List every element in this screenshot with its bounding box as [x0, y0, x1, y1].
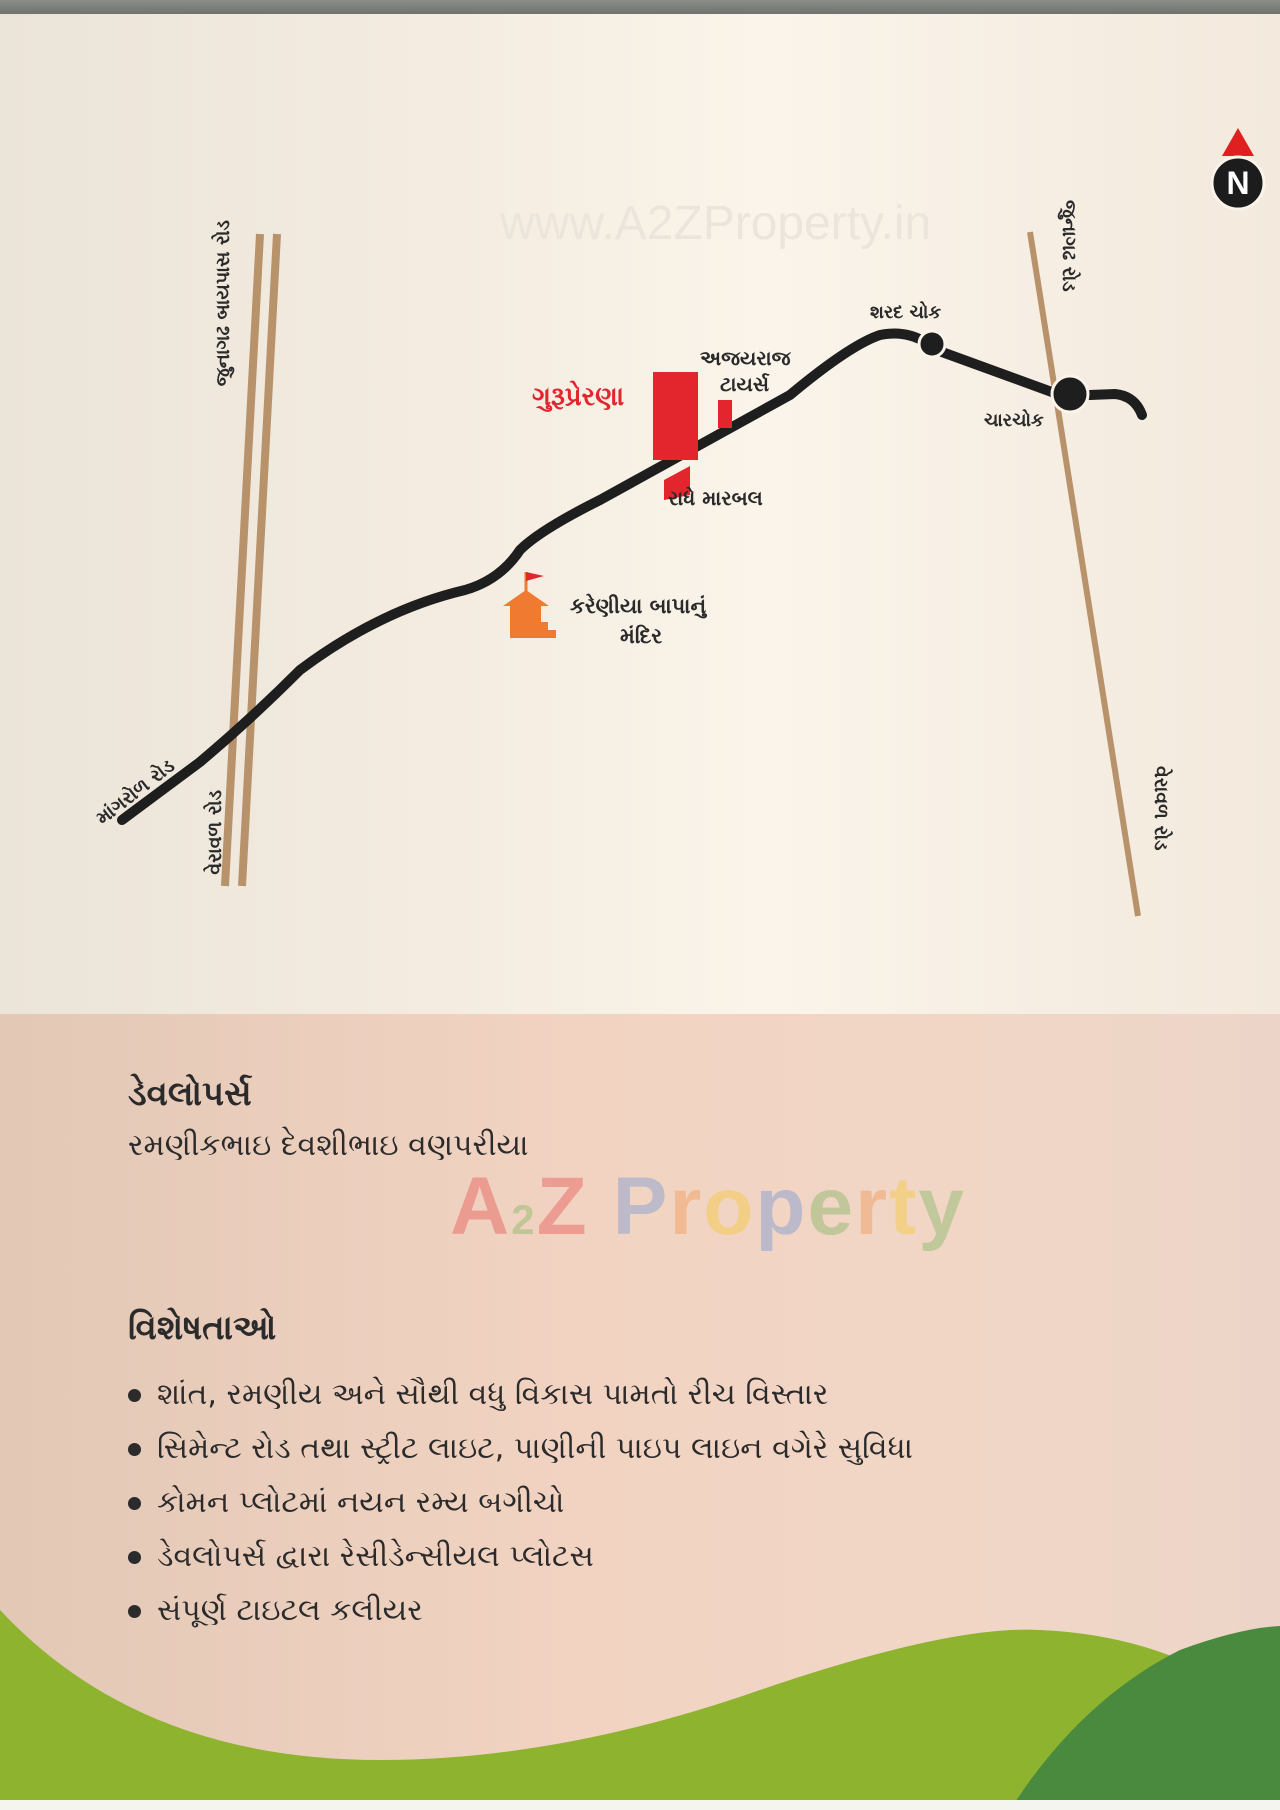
label-temple-line2: મંદિર	[620, 624, 663, 648]
label-char-chowk: ચારચોક	[984, 410, 1044, 431]
label-ajayraj-tyres-line2: ટાયર્સ	[720, 372, 770, 396]
watermark-letter: Z	[536, 1161, 589, 1252]
bullet-icon	[128, 1389, 141, 1402]
label-project-name: ગુરૂપ્રેરણા	[532, 382, 625, 412]
label-sharad-chowk: શરદ ચોક	[870, 302, 942, 323]
watermark-letter: r	[855, 1161, 890, 1252]
bullet-icon	[128, 1497, 141, 1510]
bottom-border	[0, 1800, 1280, 1810]
watermark-letter: t	[889, 1161, 919, 1252]
temple-icon	[503, 572, 556, 638]
watermark-letter: A	[450, 1161, 512, 1252]
watermark-url: www.A2ZProperty.in	[500, 197, 932, 250]
char-chowk-junction-icon	[1052, 376, 1088, 412]
label-radhe-marble: રાધે મારબલ	[668, 486, 763, 510]
watermark-letter: 2	[511, 1196, 537, 1243]
developer-name: રમણીકભાઇ દેવશીભાઇ વણપરીયા	[128, 1128, 529, 1163]
charchowk-east-road	[1090, 394, 1142, 415]
watermark-logo	[450, 1160, 966, 1254]
developers-title: ડેવલોપર્સ	[128, 1074, 252, 1114]
feature-item: શાંત, રમણીય અને સૌથી વધુ વિકાસ પામતો રીચ વિસ્તાર	[128, 1368, 913, 1422]
label-temple-line1: કરેણીયા બાપાનું	[570, 594, 707, 618]
watermark-letter: e	[807, 1161, 856, 1252]
watermark-letter: r	[669, 1161, 704, 1252]
watermark-letter: y	[918, 1161, 966, 1252]
watermark-letter: o	[703, 1161, 756, 1252]
label-veraval-road-right: વેરાવળ રોડ	[1150, 766, 1172, 851]
sharad-to-charchowk-road	[942, 352, 1060, 395]
compass-label: N	[1226, 165, 1250, 201]
feature-item: સિમેન્ટ રોડ તથા સ્ટ્રીટ લાઇટ, પાણીની પાઇપ લાઇન વગેરે સુવિધા	[128, 1422, 913, 1476]
label-junagadh-road: જુનાગઢ રોડ	[1058, 200, 1080, 292]
north-compass-icon	[1208, 126, 1268, 216]
bullet-icon	[128, 1443, 141, 1456]
label-junagadh-bypass-road: જુનાગઢ બાયપાસ રોડ	[212, 220, 234, 387]
sharad-chowk-junction-icon	[919, 331, 945, 357]
features-title: વિશેષતાઓ	[128, 1308, 277, 1348]
label-veraval-road-left: વેરાવળ રોડ	[204, 790, 226, 875]
watermark-letter: p	[755, 1161, 808, 1252]
feature-item: કોમન પ્લોટમાં નયન રમ્ય બગીચો	[128, 1476, 913, 1530]
feature-item: સંપૂર્ણ ટાઇટલ કલીયર	[128, 1584, 913, 1638]
feature-item: ડેવલોપર્સ દ્વારા રેસીડેન્સીયલ પ્લોટસ	[128, 1530, 913, 1584]
label-mangrol-road: માંગરોળ રોડ	[92, 754, 179, 830]
bullet-icon	[128, 1551, 141, 1564]
watermark-letter: P	[612, 1161, 670, 1252]
label-ajayraj-tyres-line1: અજયરાજ	[700, 346, 791, 370]
junagadh-veraval-road-line	[1030, 232, 1138, 916]
footer-green-waves	[0, 1580, 1280, 1810]
